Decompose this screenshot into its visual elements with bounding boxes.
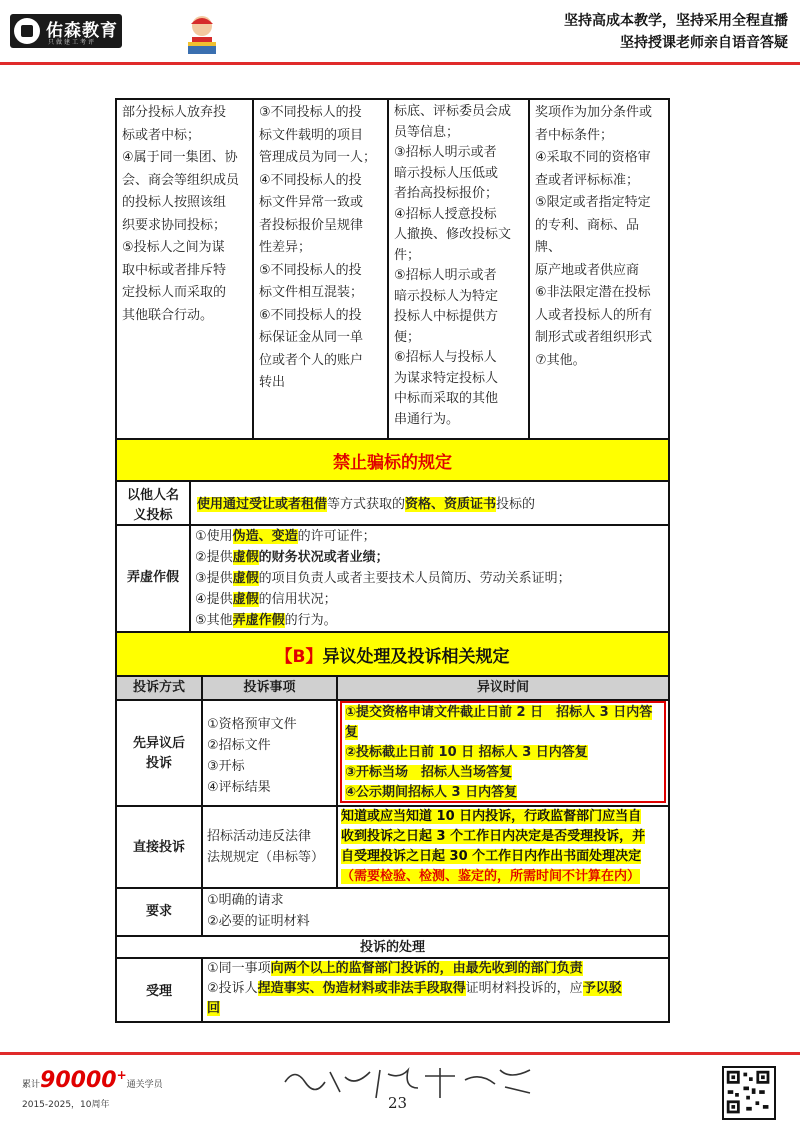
section-title-text: 异议处理及投诉相关规定 — [322, 647, 510, 667]
highlight-text: 使用通过受让或者租借 — [197, 497, 328, 512]
brand-logo — [10, 14, 122, 48]
list-item: ③开标 — [207, 759, 245, 774]
top-column-2 — [254, 100, 387, 440]
list-item: （需要检验、检测、鉴定的，所需时间不计算在内） — [341, 869, 641, 884]
list-item: ③提供虚假的项目负责人或者主要技术人员简历、劳动关系证明； — [195, 571, 571, 586]
column-line: 员等信息； — [394, 124, 460, 140]
column-divider — [252, 100, 254, 440]
list-item: ④公示期间招标人 3 日内答复 — [345, 785, 518, 800]
column-line: 者抬高投标报价； — [394, 186, 499, 201]
column-divider — [201, 677, 203, 937]
row-divider — [117, 887, 668, 889]
list-item: ⑤其他弄虚作假的行为。 — [195, 613, 337, 628]
continuation-columns — [117, 100, 668, 440]
column-line: 原产地或者供应商 — [535, 262, 640, 278]
plain-text: 投标的 — [496, 497, 536, 512]
column-line: 标文件载明的项目 — [259, 127, 364, 143]
label-line: 义投标 — [133, 508, 173, 523]
row-label-falsification: 弄虚作假 — [126, 570, 179, 585]
column-line: 的投标人按照该组 — [122, 195, 227, 210]
student-count: 90000 — [40, 1068, 117, 1093]
column-line: 暗示投标人为特定 — [394, 288, 499, 304]
column-line: 转出 — [259, 375, 286, 390]
column-line: ⑤限定或者指定特定 — [535, 195, 651, 210]
column-line: ⑥非法限定潜在投标 — [535, 285, 651, 300]
column-line: ③不同投标人的投 — [259, 105, 362, 120]
list-item: ①同一事项向两个以上的监督部门投诉的，由最先收到的部门负责 — [207, 961, 583, 976]
column-line: 中标而采取的其他 — [394, 391, 499, 406]
footer-rule — [0, 1052, 800, 1055]
column-line: ⑥不同投标人的投 — [259, 307, 362, 323]
column-line: 管理成员为同一人； — [259, 150, 377, 165]
list-item: 复 — [345, 725, 359, 740]
column-line: 为谋求特定投标人 — [394, 370, 499, 386]
column-line: ③招标人明示或者 — [394, 145, 497, 160]
plus-sign: + — [116, 1068, 127, 1082]
impersonation-text — [197, 494, 662, 515]
column-line: ⑦其他。 — [535, 352, 586, 368]
column-line: 会、商会等组织成员 — [122, 172, 240, 188]
falsification-list — [195, 526, 665, 631]
column-line: ⑤招标人明示或者 — [394, 268, 497, 283]
column-line: 者投标报价呈规律 — [259, 217, 364, 233]
brand-tagline: 只做建工考评 — [48, 39, 97, 46]
highlight-text: 资格、资质证书 — [405, 497, 497, 512]
column-line: 其他联合行动。 — [122, 307, 214, 323]
list-item: 自受理投诉之日起 30 个工作日内作出书面处理决定 — [341, 849, 642, 864]
list-item: ②招标文件 — [207, 738, 271, 753]
label-line: 以他人名 — [126, 488, 179, 503]
list-item: ①提交资格申请文件截止日前 2 日 招标人 3 日内答 — [345, 705, 653, 720]
column-line: 取中标或者排斥特 — [122, 262, 227, 278]
content-table — [115, 98, 670, 1023]
list-item: 知道或应当知道 10 日内投诉，行政监督部门应当自 — [341, 809, 642, 824]
footer-stats — [22, 1068, 163, 1110]
column-divider — [201, 959, 203, 1021]
list-item: ④评标结果 — [207, 780, 271, 795]
header-slogan — [564, 10, 788, 54]
list-item: ①使用伪造、变造的许可证件； — [195, 529, 376, 544]
column-line: ⑥招标人与投标人 — [394, 350, 497, 365]
direct-complaint-times — [341, 807, 667, 887]
objection-matters — [207, 714, 333, 798]
column-divider — [336, 677, 338, 887]
page-header — [0, 0, 800, 62]
column-line: 部分投标人放弃投 — [122, 105, 227, 120]
handwritten-motto-signature — [280, 1062, 540, 1102]
column-line: 位或者个人的账户 — [259, 352, 364, 368]
cumulative-label: 累计 — [22, 1080, 41, 1090]
row-label-requirements: 要求 — [145, 904, 172, 919]
col-header-time: 异议时间 — [338, 677, 668, 699]
requirements-list — [207, 890, 507, 932]
column-line: 性差异； — [259, 240, 312, 255]
slogan-line-1: 坚持高成本教学，坚持采用全程直播 — [564, 13, 788, 29]
section-title-no-fraud: 禁止骗标的规定 — [333, 453, 452, 473]
column-line: ④属于同一集团、协 — [122, 150, 238, 165]
section-title-objection — [117, 642, 668, 667]
column-line: 织要求协同投标； — [122, 217, 227, 233]
column-line: 奖项作为加分条件或 — [535, 105, 653, 120]
list-item: ④提供虚假的信用状况； — [195, 592, 337, 607]
column-divider — [528, 100, 530, 440]
column-line: 标文件相互混装； — [259, 285, 364, 300]
section-tag: 【B】 — [275, 647, 323, 667]
row-label-impersonation — [117, 486, 189, 526]
column-line: 标保证金从同一单 — [259, 330, 364, 345]
column-line: 者中标条件； — [535, 127, 614, 143]
list-item: ①资格预审文件 — [207, 717, 297, 732]
row-label-acceptance: 受理 — [145, 984, 172, 999]
column-line: 制形式或者组织形式 — [535, 330, 653, 345]
label-line: 先异议后 — [132, 736, 185, 751]
top-column-1 — [117, 100, 252, 440]
acceptance-text — [207, 959, 667, 1019]
row-label-objection-first — [117, 734, 201, 774]
list-item: ③开标当场 招标人当场答复 — [345, 765, 513, 780]
list-item: ②提供虚假的财务状况或者业绩； — [195, 550, 389, 565]
column-line: ⑤投标人之间为谋 — [122, 240, 225, 255]
column-divider — [387, 100, 389, 440]
column-line: ⑤不同投标人的投 — [259, 262, 362, 278]
column-line: 查或者评标标准； — [535, 172, 640, 188]
column-line: 暗示投标人压低或 — [394, 165, 499, 181]
column-divider — [189, 526, 191, 632]
label-line: 投诉 — [145, 756, 172, 771]
list-item: ①明确的请求 — [207, 893, 284, 908]
anniversary-text: 2015-2025，10周年 — [22, 1100, 110, 1110]
list-item: 回 — [207, 1001, 221, 1016]
column-line: 的专利、商标、品牌、 — [535, 217, 640, 255]
list-item: ②投标截止日前 10 日 招标人 3 日内答复 — [345, 745, 588, 760]
list-item: ②投诉人捏造事实、伪造材料或非法手段取得证明材料投诉的，应予以驳 — [207, 981, 622, 996]
handling-title: 投诉的处理 — [359, 940, 425, 955]
mascot-icon — [180, 12, 224, 56]
list-item: 招标活动违反法律 — [207, 829, 312, 844]
slogan-line-2: 坚持授课老师亲自语音答疑 — [620, 35, 788, 51]
page-number: 23 — [388, 1094, 408, 1112]
top-column-3 — [389, 100, 528, 440]
list-item: 收到投诉之日起 3 个工作日内决定是否受理投诉，并 — [341, 829, 646, 844]
column-line: ④招标人授意投标 — [394, 206, 497, 222]
header-rule — [0, 62, 800, 65]
column-line: 人撤换、修改投标文 — [394, 227, 512, 242]
top-column-4 — [530, 100, 668, 440]
col-header-method: 投诉方式 — [117, 677, 201, 699]
direct-complaint-matters — [207, 826, 333, 868]
student-label: 通关学员 — [126, 1080, 163, 1090]
list-item: ②必要的证明材料 — [207, 914, 310, 929]
row-label-direct-complaint: 直接投诉 — [132, 840, 185, 855]
row-divider — [117, 480, 668, 482]
column-line: 标底、评标委员会成 — [394, 104, 512, 119]
column-line: 标文件异常一致或 — [259, 195, 364, 210]
column-line: 串通行为。 — [394, 411, 460, 427]
column-line: 标或者中标； — [122, 127, 201, 143]
column-line: ④不同投标人的投 — [259, 172, 362, 188]
column-line: 投标人中标提供方 — [394, 309, 499, 324]
column-line: 定投标人而采取的 — [122, 285, 227, 300]
column-line: 便； — [394, 329, 421, 345]
column-line: 人或者投标人的所有 — [535, 307, 653, 323]
col-header-matter: 投诉事项 — [203, 677, 336, 699]
objection-times — [345, 703, 663, 803]
qr-code-icon — [722, 1066, 776, 1120]
brand-name: 佑森教育 — [46, 21, 118, 41]
column-line: ④采取不同的资格审 — [535, 150, 651, 165]
column-line: 件； — [394, 247, 421, 263]
row-divider — [117, 935, 668, 937]
list-item: 法规规定（串标等） — [207, 850, 325, 865]
plain-text: 等方式获取的 — [327, 497, 406, 512]
logo-seal-icon — [14, 18, 40, 44]
